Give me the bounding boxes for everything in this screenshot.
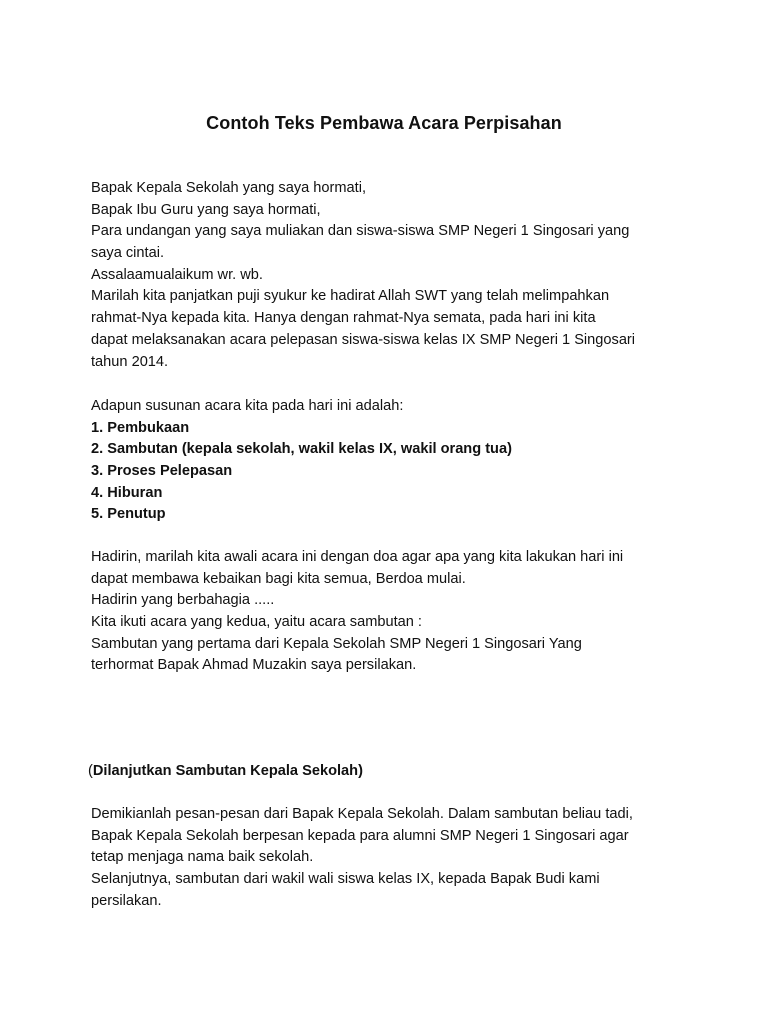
- text-line: Para undangan yang saya muliakan dan siswa-siswa SMP Negeri 1 Singosari yang: [91, 223, 630, 240]
- closing-paragraph: [91, 804, 711, 912]
- text-line: tetap menjaga nama baik sekolah.: [91, 849, 314, 866]
- text-line: dapat membawa kebaikan bagi kita semua, Berdoa mulai.: [91, 570, 466, 587]
- text-line: terhormat Bapak Ahmad Muzakin saya persilakan.: [91, 657, 417, 674]
- prayer-paragraph: [91, 547, 711, 677]
- text-line: persilakan.: [91, 892, 162, 909]
- agenda-item: 4. Hiburan: [91, 484, 163, 501]
- text-line: Demikianlah pesan-pesan dari Bapak Kepala Sekolah. Dalam sambutan beliau tadi,: [91, 806, 633, 822]
- text-line: Hadirin, marilah kita awali acara ini dengan doa agar apa yang kita lakukan hari ini: [91, 549, 624, 565]
- text-line: Assalaamualaikum wr. wb.: [91, 266, 263, 283]
- page-title: Contoh Teks Pembawa Acara Perpisahan: [206, 113, 562, 133]
- text-line: saya cintai.: [91, 245, 165, 262]
- text-line: Kita ikuti acara yang kedua, yaitu acara sambutan :: [91, 614, 422, 631]
- text-line: Bapak Kepala Sekolah berpesan kepada para alumni SMP Negeri 1 Singosari agar: [91, 827, 629, 844]
- text-line: Bapak Kepala Sekolah yang saya hormati,: [91, 180, 367, 196]
- text-line: Selanjutnya, sambutan dari wakil wali siswa kelas IX, kepada Bapak Budi kami: [91, 871, 600, 888]
- continuation-heading: [88, 763, 363, 779]
- text-line: dapat melaksanakan acara pelepasan siswa-siswa kelas IX SMP Negeri 1 Singosari: [91, 331, 636, 348]
- text-line: Sambutan yang pertama dari Kepala Sekolah SMP Negeri 1 Singosari Yang: [91, 635, 582, 652]
- open-paren: (: [88, 763, 93, 779]
- text-line: Bapak Ibu Guru yang saya hormati,: [91, 201, 321, 218]
- agenda-intro: Adapun susunan acara kita pada hari ini adalah:: [91, 398, 404, 414]
- agenda-item: 5. Penutup: [91, 506, 166, 523]
- text-line: rahmat-Nya kepada kita. Hanya dengan rahmat-Nya semata, pada hari ini kita: [91, 310, 596, 327]
- text-line: Hadirin yang berbahagia .....: [91, 592, 275, 609]
- agenda-item: 3. Proses Pelepasan: [91, 463, 233, 480]
- text-line: tahun 2014.: [91, 353, 169, 370]
- opening-paragraph: [91, 178, 711, 373]
- continuation-heading-text: Dilanjutkan Sambutan Kepala Sekolah): [92, 763, 363, 779]
- agenda-section: [91, 396, 711, 526]
- agenda-item: 2. Sambutan (kepala sekolah, wakil kelas IX, wakil orang tua): [91, 441, 512, 458]
- text-line: Marilah kita panjatkan puji syukur ke hadirat Allah SWT yang telah melimpahkan: [91, 288, 610, 305]
- agenda-item: 1. Pembukaan: [91, 419, 190, 436]
